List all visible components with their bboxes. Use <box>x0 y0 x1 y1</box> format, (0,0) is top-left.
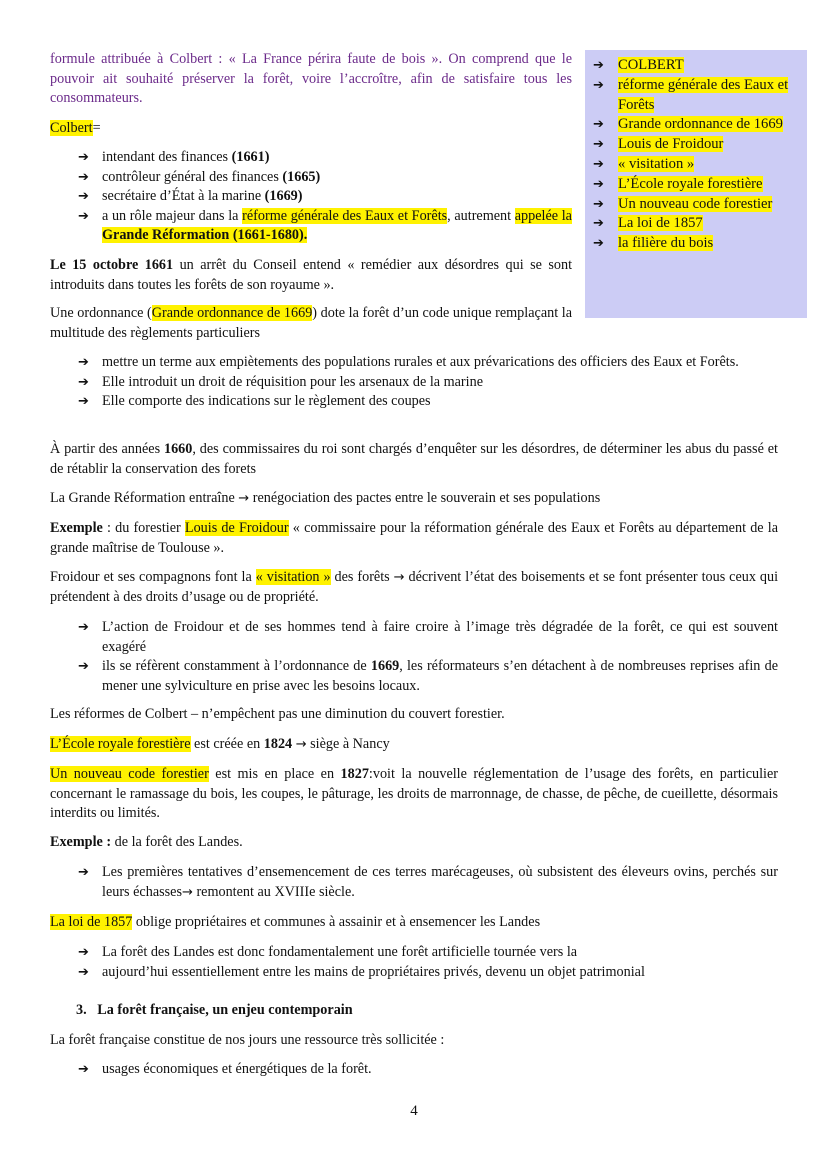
ecole-paragraph <box>50 735 778 755</box>
list-item <box>78 392 778 412</box>
exemple-post: « commissaire pour la réformation générale des Eaux et Forêts au département de la grande maîtrise de Toulouse ». <box>50 520 778 556</box>
colbert-reforme-highlight: réforme générale des Eaux et Forêts <box>242 207 448 224</box>
list-item <box>78 657 778 696</box>
colbert-appelee-highlight: appelée la <box>514 207 572 224</box>
ordonnance-items <box>78 353 778 412</box>
colbert-label: Colbert <box>50 120 93 136</box>
ordonnance-paragraph <box>50 304 572 343</box>
arrow-right-icon: ➔ <box>593 77 604 93</box>
loi-item-text: La forêt des Landes est donc fondamentalement une forêt artificielle tournée vers la <box>102 944 578 960</box>
landes-item-pre: Les premières tentatives d’ensemencement de ces terres marécageuses, où subsistent des éleveurs ovins, perchés sur leurs échasses <box>102 864 778 900</box>
list-item <box>78 168 572 188</box>
ecole-year: 1824 <box>263 736 293 752</box>
sidebox-list <box>585 50 807 254</box>
loi-items <box>78 943 778 982</box>
reformes-paragraph <box>50 705 778 725</box>
froidour-item-text: L’action de Froidour et de ses hommes tend à faire croire à l’image très dégradée de la forêt, ce qui est souvent exagéré <box>102 619 778 655</box>
colbert-role-year: (1661) <box>231 149 270 165</box>
exemple-pre: : du forestier <box>102 520 185 536</box>
section-3-heading <box>76 1001 776 1021</box>
colbert-equals: = <box>92 120 101 136</box>
colbert-grande-reformation-highlight: Grande Réformation (1661-1680). <box>102 227 308 243</box>
list-item <box>78 943 778 963</box>
colbert-items <box>78 148 572 207</box>
visitation-highlight: « visitation » <box>255 569 331 585</box>
commissaires-paragraph <box>50 440 778 479</box>
sidebox-item-label: L’École royale forestière <box>618 175 763 192</box>
exemple-landes-text: de la forêt des Landes. <box>111 834 243 850</box>
visitation-paragraph <box>50 568 778 607</box>
loi-item-text: aujourd’hui essentiellement entre les mains de propriétaires privés, devenu un objet patrimonial <box>102 963 645 980</box>
ressource-list <box>78 1060 778 1080</box>
list-item <box>78 353 778 373</box>
list-item <box>78 963 778 983</box>
code-highlight: Un nouveau code forestier <box>50 766 209 782</box>
arrow-right-icon: ➔ <box>78 189 89 204</box>
arrow-right-icon: ➔ <box>78 865 89 880</box>
ordonnance-post: ) dote la forêt d’un code unique remplaçant la multitude des règlements particuliers <box>50 305 572 341</box>
ressource-items <box>78 1060 778 1080</box>
list-item <box>78 187 572 207</box>
arrow-right-icon: ➔ <box>78 150 89 165</box>
code-post: :voit la nouvelle réglementation de l’usage des forêts, en particulier concernant le ramassage du bois, les coupes, le pâturage, les droits de marronnage, de chasse, de pêche, de cueillette, désormais interdits ou limités. <box>50 766 779 821</box>
sidebox-item-label: La loi de 1857 <box>618 215 703 232</box>
colbert-heading <box>50 119 572 139</box>
sidebox-item <box>593 135 807 155</box>
arrow-right-icon: → <box>393 570 405 585</box>
list-item <box>78 1060 778 1080</box>
colbert-role: intendant des finances <box>102 149 232 165</box>
reformation-pre: La Grande Réformation entraîne <box>50 490 239 506</box>
page-number: 4 <box>410 1103 418 1119</box>
ordonnance-item-text: mettre un terme aux empiètements des populations rurales et aux prévarications des officiers des Eaux et Forêts. <box>102 354 739 370</box>
list-item <box>78 618 778 657</box>
ordonnance-list <box>78 353 778 412</box>
arret-date: Le 15 octobre 1661 <box>50 257 174 273</box>
loi-highlight: La loi de 1857 <box>50 914 133 930</box>
sidebox-item-label: réforme générale des Eaux et Forêts <box>618 76 789 113</box>
froidour-items <box>78 618 778 696</box>
arrow-right-icon: → <box>181 884 193 900</box>
arrow-right-icon: ➔ <box>78 355 89 370</box>
list-item <box>78 373 778 393</box>
exemple-froidour-paragraph <box>50 519 778 558</box>
froidour-item-post: , les réformateurs s’en détachent à de nombreuses reprises afin de mener une sylviculture en prise avec les besoins locaux. <box>102 658 778 694</box>
froidour-item-year: 1669 <box>370 658 400 674</box>
colbert-last-list <box>78 207 572 246</box>
reformation-paragraph <box>50 489 778 509</box>
list-item <box>78 207 572 246</box>
arrow-right-icon: ➔ <box>593 137 604 153</box>
ordonnance-highlight: Grande ordonnance de 1669 <box>151 305 313 321</box>
code-pre: est mis en place en <box>208 766 341 782</box>
sidebox-item <box>593 155 807 175</box>
arrow-right-icon: ➔ <box>593 176 604 192</box>
ressource-item-text: usages économiques et énergétiques de la forêt. <box>102 1061 372 1077</box>
loi-paragraph <box>50 913 778 933</box>
colbert-role-year: (1665) <box>282 168 321 185</box>
commissaires-year: 1660 <box>163 441 193 457</box>
loi-list <box>78 943 778 982</box>
visitation-post: décrivent l’état des boisements et se font présenter tous ceux qui prétendent à des droits d’usage ou de propriété. <box>50 569 779 605</box>
arrow-right-icon: ➔ <box>78 1062 89 1077</box>
section-title: La forêt française, un enjeu contemporain <box>97 1002 353 1018</box>
sidebox-item-label: Grande ordonnance de 1669 <box>618 116 783 133</box>
colbert-last-mid: , autrement <box>447 207 515 224</box>
arrow-right-icon: ➔ <box>593 117 604 133</box>
ecole-highlight: L’École royale forestière <box>50 736 191 752</box>
summary-sidebox <box>585 50 807 318</box>
list-item <box>78 863 778 902</box>
visitation-pre: Froidour et ses compagnons font la <box>50 569 256 585</box>
reformation-post: renégociation des pactes entre le souverain et ses populations <box>249 490 601 506</box>
arret-text: un arrêt du Conseil entend « remédier aux désordres qui se sont introduits dans toutes les forêts de son royaume ». <box>50 257 573 293</box>
ressource-text: La forêt française constitue de nos jours une ressource très sollicitée : <box>50 1032 445 1048</box>
exemple-label: Exemple <box>50 520 103 536</box>
ordonnance-item-text: Elle introduit un droit de réquisition pour les arsenaux de la marine <box>102 373 483 390</box>
sidebox-item <box>593 195 807 215</box>
code-paragraph <box>50 765 778 824</box>
sidebox-item-label: la filière du bois <box>618 235 714 252</box>
arrow-right-icon: ➔ <box>78 945 89 960</box>
exemple-landes-paragraph <box>50 833 778 853</box>
arrow-right-icon: → <box>238 491 250 506</box>
colbert-role: contrôleur général des finances <box>102 168 283 185</box>
landes-list <box>78 863 778 902</box>
arrow-right-icon: ➔ <box>78 208 89 224</box>
ecole-pre: est créée en <box>190 736 264 752</box>
sidebox-item <box>593 56 807 76</box>
sidebox-item-label: COLBERT <box>618 57 684 73</box>
arrow-right-icon: ➔ <box>78 659 89 674</box>
colbert-role-year: (1669) <box>264 188 303 204</box>
froidour-item-pre: ils se réfèrent constamment à l’ordonnance de <box>102 658 371 674</box>
ordonnance-pre: Une ordonnance ( <box>50 305 152 321</box>
sidebox-item <box>593 214 807 234</box>
arrow-right-icon: ➔ <box>593 58 604 73</box>
arrow-right-icon: ➔ <box>593 236 604 252</box>
arrow-right-icon: → <box>295 737 307 752</box>
exemple-landes-label: Exemple : <box>50 834 112 850</box>
froidour-highlight: Louis de Froidour <box>184 520 289 536</box>
loi-post: oblige propriétaires et communes à assainir et à ensemencer les Landes <box>132 914 541 930</box>
reformes-text: Les réformes de Colbert – n’empêchent pas une diminution du couvert forestier. <box>50 706 505 722</box>
sidebox-item <box>593 115 807 135</box>
landes-item-post: remontent au XVIIIe siècle. <box>192 883 355 900</box>
code-year: 1827 <box>340 766 369 782</box>
ressource-paragraph <box>50 1031 778 1051</box>
froidour-list <box>78 618 778 696</box>
colbert-list <box>78 148 572 246</box>
ordonnance-item-text: Elle comporte des indications sur le règlement des coupes <box>102 393 431 409</box>
sidebox-item <box>593 76 807 116</box>
sidebox-item-label: « visitation » <box>618 155 695 172</box>
arrow-right-icon: ➔ <box>593 196 604 212</box>
ecole-post: siège à Nancy <box>306 736 390 752</box>
arrow-right-icon: ➔ <box>593 156 604 172</box>
arrow-right-icon: ➔ <box>78 169 89 185</box>
colbert-role: secrétaire d’État à la marine <box>102 188 265 204</box>
sidebox-item <box>593 234 807 254</box>
sidebox-item <box>593 175 807 195</box>
visitation-mid: des forêts <box>330 569 394 585</box>
arrow-right-icon: ➔ <box>78 394 89 409</box>
intro-quote-text: formule attribuée à Colbert : « La France périra faute de bois ». On comprend que le pouvoir ait souhaité préserver la forêt, voire l’accroître, afin de satisfaire tous les consommateurs. <box>50 51 572 106</box>
arrow-right-icon: ➔ <box>78 620 89 635</box>
arrow-right-icon: ➔ <box>78 374 89 390</box>
intro-paragraph <box>50 50 572 109</box>
arrow-right-icon: ➔ <box>78 964 89 980</box>
sidebox-item-label: Louis de Froidour <box>618 136 724 153</box>
commissaires-post: , des commissaires du roi sont chargés d’enquêter sur les désordres, de déterminer les abus du passé et de rétablir la conservation des forets <box>50 441 778 477</box>
landes-items <box>78 863 778 902</box>
commissaires-pre: À partir des années <box>50 441 164 457</box>
colbert-last-pre: a un rôle majeur dans la <box>102 207 243 224</box>
section-number: 3. <box>76 1002 87 1018</box>
list-item <box>78 148 572 168</box>
arret-paragraph <box>50 256 572 295</box>
sidebox-item-label: Un nouveau code forestier <box>618 195 773 212</box>
arrow-right-icon: ➔ <box>593 216 604 232</box>
